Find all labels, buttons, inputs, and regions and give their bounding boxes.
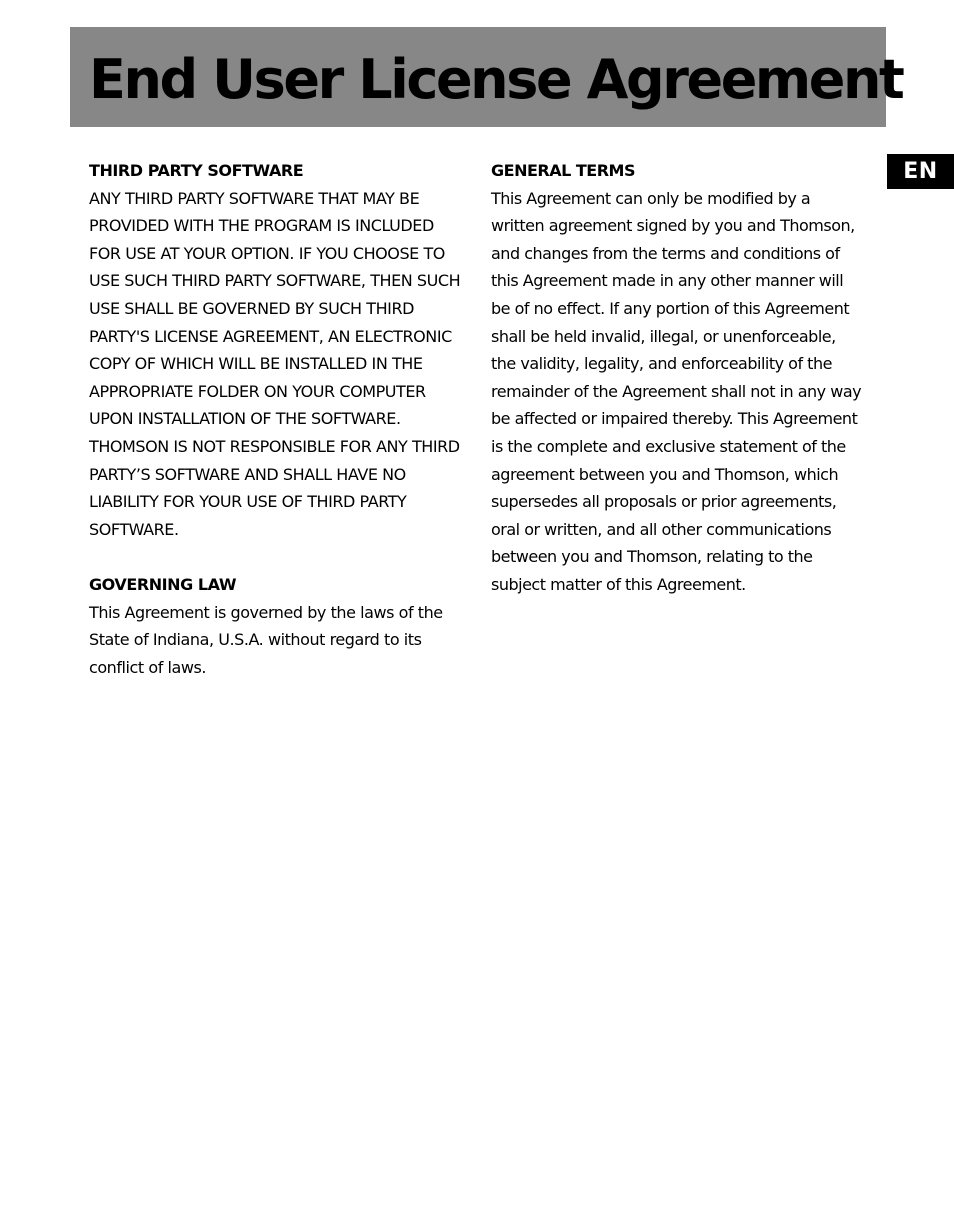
text-line: USE SUCH THIRD PARTY SOFTWARE, THEN SUCH — [89, 271, 461, 291]
text-line: and changes from the terms and conditions of — [491, 243, 840, 263]
section-governing-law — [89, 571, 465, 681]
text-line: the validity, legality, and enforceability of the — [491, 354, 832, 374]
text-line: UPON INSTALLATION OF THE SOFTWARE. — [89, 409, 401, 429]
text-line: State of Indiana, U.S.A. without regard to its — [89, 630, 422, 650]
text-line: USE SHALL BE GOVERNED BY SUCH THIRD — [89, 298, 414, 318]
text-line: This Agreement is governed by the laws of the — [89, 602, 443, 622]
text-line: conflict of laws. — [89, 657, 207, 677]
left-column — [89, 157, 465, 709]
text-line: be affected or impaired thereby. This Agreement — [491, 409, 858, 429]
text-line: be of no effect. If any portion of this Agreement — [491, 298, 850, 318]
text-line: is the complete and exclusive statement of the — [491, 436, 846, 456]
right-column — [491, 157, 875, 626]
text-line: FOR USE AT YOUR OPTION. IF YOU CHOOSE TO — [89, 243, 445, 263]
section-heading: GENERAL TERMS — [491, 161, 635, 180]
title-band — [70, 27, 903, 127]
text-line: COPY OF WHICH WILL BE INSTALLED IN THE — [89, 354, 423, 374]
text-line: PROVIDED WITH THE PROGRAM IS INCLUDED — [89, 216, 434, 236]
text-line: oral or written, and all other communications — [491, 519, 832, 539]
text-line: PARTY’S SOFTWARE AND SHALL HAVE NO — [89, 464, 406, 484]
text-line: LIABILITY FOR YOUR USE OF THIRD PARTY — [89, 492, 407, 512]
text-line: remainder of the Agreement shall not in any way — [491, 381, 862, 401]
text-line: supersedes all proposals or prior agreements, — [491, 492, 837, 512]
section-body — [89, 599, 465, 682]
text-line: agreement between you and Thomson, which — [491, 464, 839, 484]
text-line: This Agreement can only be modified by a — [491, 188, 811, 208]
section-third-party-software — [89, 157, 465, 543]
text-line: APPROPRIATE FOLDER ON YOUR COMPUTER — [89, 381, 426, 401]
text-line: written agreement signed by you and Thomson, — [491, 216, 855, 236]
page-title: End User License Agreement — [89, 48, 903, 111]
section-body — [89, 185, 465, 544]
section-body — [491, 185, 875, 599]
text-line: subject matter of this Agreement. — [491, 574, 746, 594]
language-tab: EN — [887, 154, 954, 189]
text-line: THOMSON IS NOT RESPONSIBLE FOR ANY THIRD — [89, 436, 460, 456]
text-line: this Agreement made in any other manner will — [491, 271, 844, 291]
section-heading: THIRD PARTY SOFTWARE — [89, 161, 304, 180]
text-line: SOFTWARE. — [89, 519, 179, 539]
text-line: ANY THIRD PARTY SOFTWARE THAT MAY BE — [89, 188, 420, 208]
text-line: shall be held invalid, illegal, or unenforceable, — [491, 326, 836, 346]
section-heading: GOVERNING LAW — [89, 574, 237, 594]
text-line: between you and Thomson, relating to the — [491, 547, 813, 567]
section-general-terms — [491, 157, 875, 599]
text-line: PARTY'S LICENSE AGREEMENT, AN ELECTRONIC — [89, 326, 452, 346]
